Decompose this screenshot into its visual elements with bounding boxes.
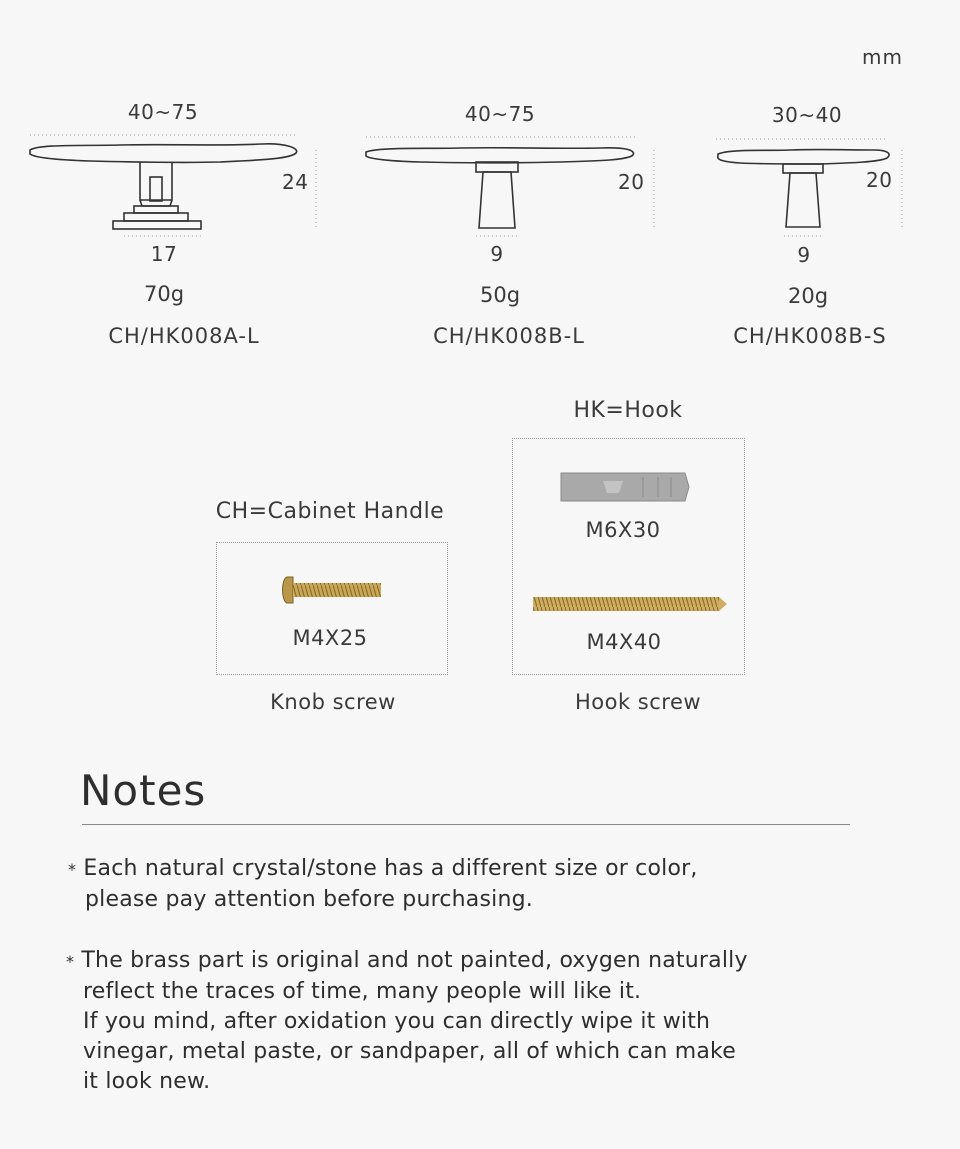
product-2-drawing xyxy=(366,137,654,236)
product-2-base: 9 xyxy=(490,242,504,266)
hook-screw-icon xyxy=(533,597,727,611)
legend-hook: HK=Hook xyxy=(573,398,683,423)
legend-cabinet-handle: CH=Cabinet Handle xyxy=(215,499,445,524)
knob-screw-caption: Knob screw xyxy=(270,690,396,714)
note-2 xyxy=(66,946,748,1097)
note-2-line-2: reflect the traces of time, many people will like it. xyxy=(83,979,642,1004)
product-1-model: CH/HK008A-L xyxy=(108,324,260,348)
product-3-width: 30~40 xyxy=(771,103,843,127)
note-2-line-5: it look new. xyxy=(83,1069,211,1094)
note-1-line-1: Each natural crystal/stone has a different size or color, xyxy=(83,856,698,881)
product-1-drawing xyxy=(30,135,316,236)
product-2-height: 20 xyxy=(618,170,645,194)
product-2-model: CH/HK008B-L xyxy=(433,324,585,348)
product-1-base: 17 xyxy=(150,242,178,266)
product-1-height: 24 xyxy=(282,170,309,194)
product-2-weight: 50g xyxy=(479,283,521,307)
note-2-line-1: The brass part is original and not painted, oxygen naturally xyxy=(81,948,748,973)
knob-screw-size: M4X25 xyxy=(292,626,368,650)
product-1-width: 40~75 xyxy=(127,100,199,124)
product-3-model: CH/HK008B-S xyxy=(733,324,887,348)
product-2-width: 40~75 xyxy=(464,102,536,126)
note-1-line-2: please pay attention before purchasing. xyxy=(85,887,533,912)
knob-screw-icon xyxy=(217,543,447,674)
hook-screw-size: M4X40 xyxy=(586,630,662,654)
product-1-weight: 70g xyxy=(143,282,185,306)
note-2-bullet: * xyxy=(66,952,75,971)
product-3-weight: 20g xyxy=(787,284,829,308)
knob-screw-box xyxy=(216,542,448,675)
unit-label: mm xyxy=(862,45,903,69)
note-1-bullet: * xyxy=(68,860,77,879)
product-3-height: 20 xyxy=(866,168,893,192)
anchor-size: M6X30 xyxy=(585,518,661,542)
hook-screw-caption: Hook screw xyxy=(574,690,702,714)
note-2-line-4: vinegar, metal paste, or sandpaper, all of which can make xyxy=(83,1039,736,1064)
notes-title: Notes xyxy=(80,766,207,815)
notes-divider xyxy=(82,824,850,825)
note-1 xyxy=(68,854,698,915)
wall-anchor-icon xyxy=(561,473,689,501)
note-2-line-3: If you mind, after oxidation you can directly wipe it with xyxy=(83,1009,711,1034)
product-3-base: 9 xyxy=(797,243,811,267)
